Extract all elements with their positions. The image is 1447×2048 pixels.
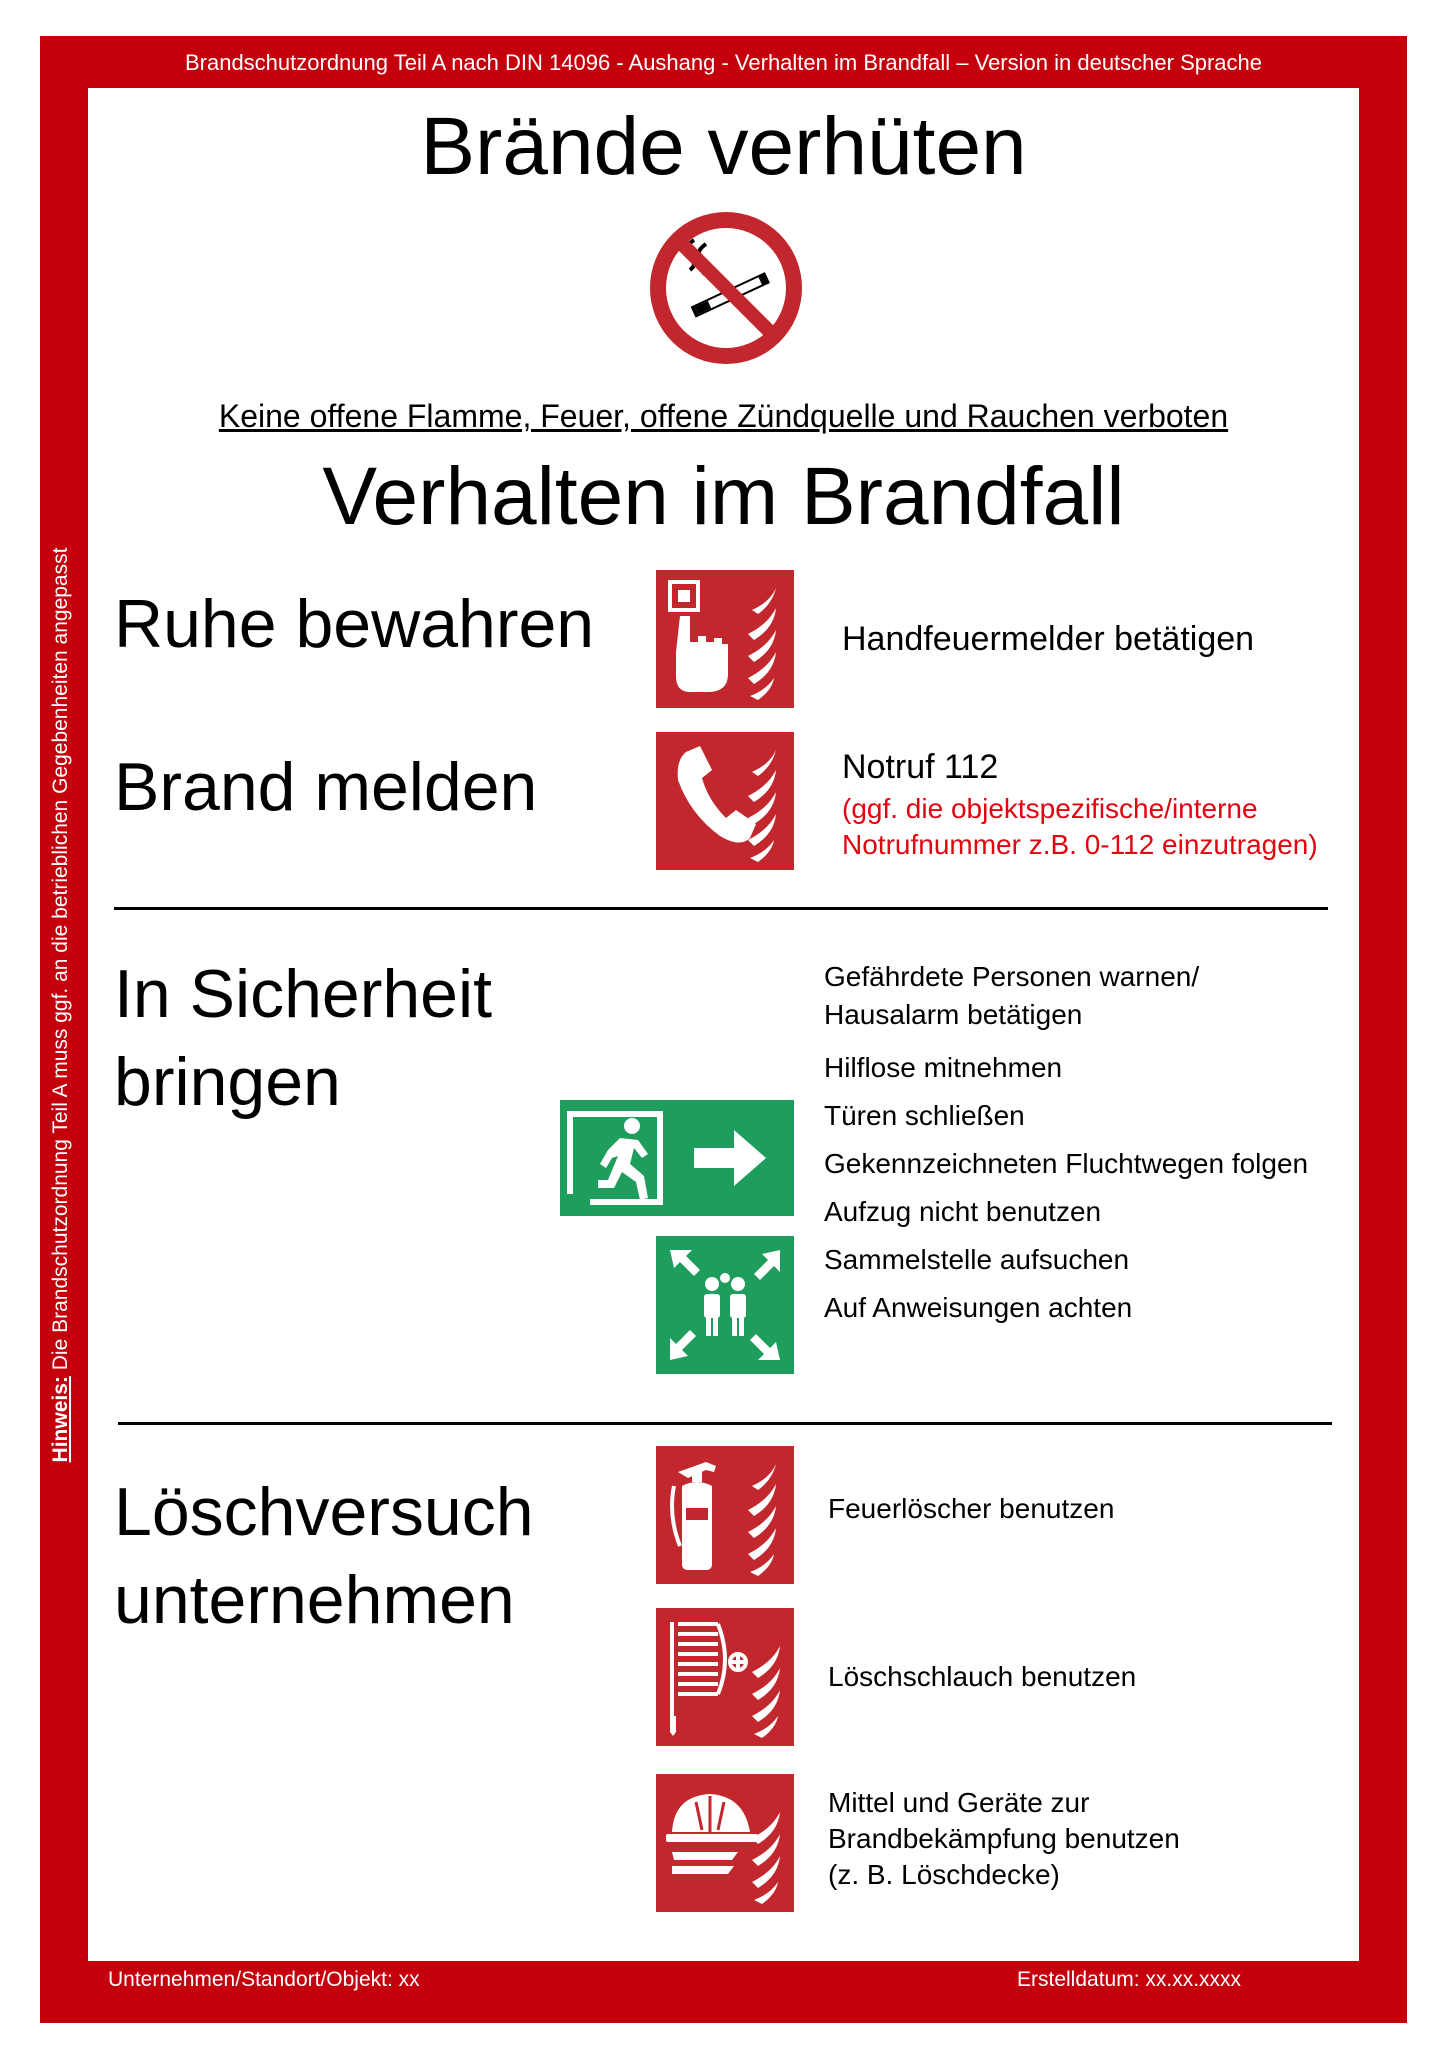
list-item: Gekennzeichneten Fluchtwegen folgen xyxy=(824,1148,1309,1179)
firefighting-equipment-icon xyxy=(656,1774,794,1912)
note-internal-number-line1: (ggf. die objektspezifische/interne xyxy=(842,793,1258,824)
list-item: Aufzug nicht benutzen xyxy=(824,1196,1102,1227)
footer-date: Erstelldatum: xx.xx.xxxx xyxy=(1017,1968,1242,1991)
heading-report-fire: Brand melden xyxy=(114,749,538,825)
instruction-use-extinguisher: Feuerlöscher benutzen xyxy=(828,1493,1115,1524)
list-item: Auf Anweisungen achten xyxy=(824,1292,1133,1323)
divider xyxy=(114,907,1328,910)
title-fire-behaviour: Verhalten im Brandfall xyxy=(322,451,1125,542)
emergency-telephone-icon xyxy=(656,732,794,870)
assembly-point-icon xyxy=(656,1236,794,1374)
instruction-use-hose: Löschschlauch benutzen xyxy=(828,1661,1137,1692)
heading-bring-to-safety-line2: bringen xyxy=(114,1044,341,1120)
note-internal-number-line2: Notrufnummer z.B. 0-112 einzutragen) xyxy=(842,829,1318,860)
instruction-call-point: Handfeuermelder betätigen xyxy=(842,620,1255,658)
heading-bring-to-safety-line1: In Sicherheit xyxy=(114,956,492,1032)
list-item: Sammelstelle aufsuchen xyxy=(824,1244,1130,1275)
instruction-equipment-line1: Mittel und Geräte zur xyxy=(828,1787,1090,1818)
side-note xyxy=(49,505,79,1505)
prohibition-text: Keine offene Flamme, Feuer, offene Zündquelle und Rauchen verboten xyxy=(218,398,1229,434)
footer-company: Unternehmen/Standort/Objekt: xx xyxy=(108,1968,420,1991)
side-note-prefix: Hinweis: xyxy=(49,1376,72,1463)
heading-keep-calm: Ruhe bewahren xyxy=(114,586,595,662)
safety-instructions-list xyxy=(824,958,1308,1332)
list-item: Hausalarm betätigen xyxy=(824,999,1083,1030)
divider xyxy=(118,1422,1332,1425)
instruction-equipment-line3: (z. B. Löschdecke) xyxy=(828,1859,1060,1890)
no-smoking-icon xyxy=(650,212,802,364)
header-note: Brandschutzordnung Teil A nach DIN 14096 - Aushang - Verhalten im Brandfall – Version in deutscher Sprache xyxy=(184,50,1263,75)
list-item: Türen schließen xyxy=(824,1100,1025,1131)
list-item: Hilflose mitnehmen xyxy=(824,1052,1063,1083)
fire-alarm-call-point-icon xyxy=(656,570,794,708)
heading-attempt-extinguish-line1: Löschversuch xyxy=(114,1474,534,1550)
title-prevent-fires: Brände verhüten xyxy=(420,101,1027,192)
fire-extinguisher-icon xyxy=(656,1446,794,1584)
heading-attempt-extinguish-line2: unternehmen xyxy=(114,1562,515,1638)
fire-hose-icon xyxy=(656,1608,794,1746)
instruction-equipment-line2: Brandbekämpfung benutzen xyxy=(828,1823,1180,1854)
list-item: Gefährdete Personen warnen/ xyxy=(824,961,1200,992)
emergency-exit-icon xyxy=(560,1100,794,1216)
side-note-text: Die Brandschutzordnung Teil A muss ggf. an die betrieblichen Gegebenheiten angepasst xyxy=(49,547,72,1371)
instruction-emergency-call: Notruf 112 xyxy=(842,748,999,786)
